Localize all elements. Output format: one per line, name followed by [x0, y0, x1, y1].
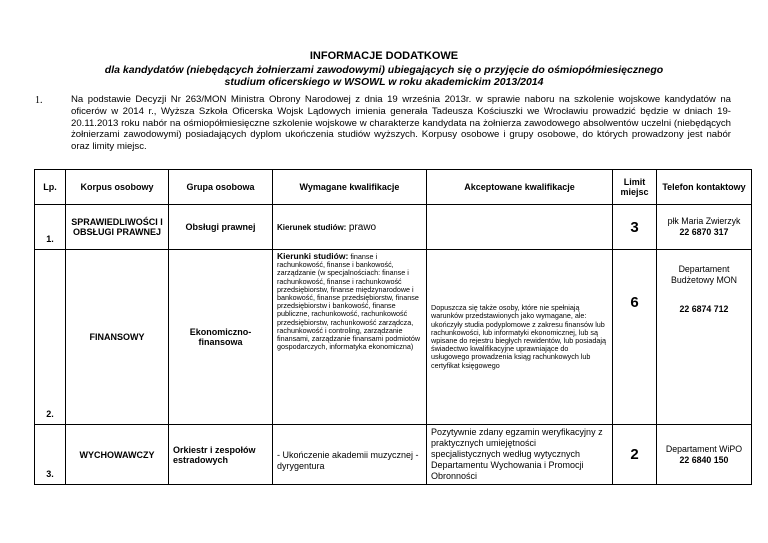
- table-row: [35, 250, 752, 425]
- intro-paragraph: Na podstawie Decyzji Nr 263/MON Ministra Obrony Narodowej z dnia 19 września 2013r. w sprawie naboru na szkolenie wojskowe kandydatów na oficerów w 2014 r., Wyższa Szkoła Oficerska Wojsk Lądowych imienia generała Tadeusza Kościuszki we Wrocławiu prowadzić będzie w dniach 19-20.11.2013 roku nabór na ośmiopółmiesięczne szkolenie wojskowe w charakterze kandydata na żołnierza zawodowego absolwentów uczelni (niebędących żołnierzami zawodowymi) posiadających dyplom ukończenia studiów wyższych. Korpusy osobowe i grupy osobowe, do których prowadzony jest nabór oraz limity miejsc.: [71, 94, 731, 153]
- row-grupa: Ekonomiczno-finansowa: [169, 250, 273, 425]
- row-akceptowane: [427, 205, 613, 250]
- row-telefon: [657, 205, 752, 250]
- table-header-row: [35, 170, 752, 205]
- row-lp: 3.: [35, 425, 66, 485]
- row-limit: 6: [613, 250, 657, 425]
- table-row: [35, 425, 752, 485]
- wymagane-label: Kierunki studiów:: [277, 251, 349, 261]
- header-wymagane: Wymagane kwalifikacje: [273, 170, 427, 205]
- document-subtitle-line2: studium oficerskiego w WSOWL w roku akademickim 2013/2014: [224, 76, 544, 88]
- telefon-contact: płk Maria Zwierzyk: [667, 216, 741, 226]
- telefon-number: 22 6870 317: [679, 227, 729, 237]
- row-akceptowane: Dopuszcza się także osoby, które nie spełniają warunków przedstawionych jako wymagane, ale: ukończyły studia podyplomowe z zakresu finansów lub rachunkowości, lub informatyki ekonomicznej, lub są wpisane do rejestru biegłych rewidentów, lub posiadają świadectwo kwalifikacyjne uprawniające do usługowego prowadzenia ksiąg rachunkowych lub certyfikat księgowego: [427, 250, 613, 425]
- row-korpus: WYCHOWAWCZY: [66, 425, 169, 485]
- row-akceptowane: Pozytywnie zdany egzamin weryfikacyjny z praktycznych umiejętności specjalistycznych według wytycznych Departamentu Wychowania i Promocji Obronności: [427, 425, 613, 485]
- row-korpus: SPRAWIEDLIWOŚCI I OBSŁUGI PRAWNEJ: [66, 205, 169, 250]
- telefon-contact: Departament WiPO: [665, 443, 743, 454]
- header-akceptowane: Akceptowane kwalifikacje: [427, 170, 613, 205]
- row-grupa: Orkiestr i zespołów estradowych: [169, 425, 273, 485]
- header-telefon: Telefon kontaktowy: [657, 170, 752, 205]
- row-grupa: Obsługi prawnej: [169, 205, 273, 250]
- row-lp: 1.: [35, 205, 66, 250]
- row-telefon: [657, 250, 752, 425]
- telefon-contact: Departament Budżetowy MON: [671, 264, 737, 285]
- row-wymagane: - Ukończenie akademii muzycznej - dyrygentura: [273, 425, 427, 485]
- intro-number: 1.: [35, 95, 43, 106]
- row-telefon: [657, 425, 752, 485]
- row-wymagane: [273, 250, 427, 425]
- wymagane-label: Kierunek studiów:: [277, 222, 347, 232]
- header-korpus: Korpus osobowy: [66, 170, 169, 205]
- header-grupa: Grupa osobowa: [169, 170, 273, 205]
- wymagane-value: prawo: [348, 221, 377, 233]
- row-limit: 3: [613, 205, 657, 250]
- header-limit: Limit miejsc: [613, 170, 657, 205]
- header-lp: Lp.: [35, 170, 66, 205]
- table-row: [35, 205, 752, 250]
- document-subtitle-line1: dla kandydatów (niebędących żołnierzami zawodowymi) ubiegających się o przyjęcie do ośmiopółmiesięcznego: [104, 64, 664, 76]
- document-title: INFORMACJE DODATKOWE: [309, 50, 459, 62]
- row-limit: 2: [613, 425, 657, 485]
- row-wymagane: [273, 205, 427, 250]
- wymagane-value: finanse i rachunkowość, finanse i bankowość, zarządzanie (w specjalnościach: finanse i rachunkowość, finanse i rachunkowość przedsiębiorstw, finanse międzynarodowe i bankowość, finanse przedsiębiorstw, finanse przedsiębiorstw i bankowość, finanse publiczne, rachunkowość, rachunkowość przedsiębiorstw, rachunkowość zarządcza, rachunkowość i controling, zarządzanie finansami, zarządzanie finansami podmiotów gospodarczych, informatyka ekonomiczna): [277, 252, 421, 352]
- row-korpus: FINANSOWY: [66, 250, 169, 425]
- telefon-number: 22 6840 150: [679, 454, 729, 465]
- recruitment-table: [34, 169, 752, 485]
- row-lp: 2.: [35, 250, 66, 425]
- telefon-number: 22 6874 712: [679, 304, 729, 314]
